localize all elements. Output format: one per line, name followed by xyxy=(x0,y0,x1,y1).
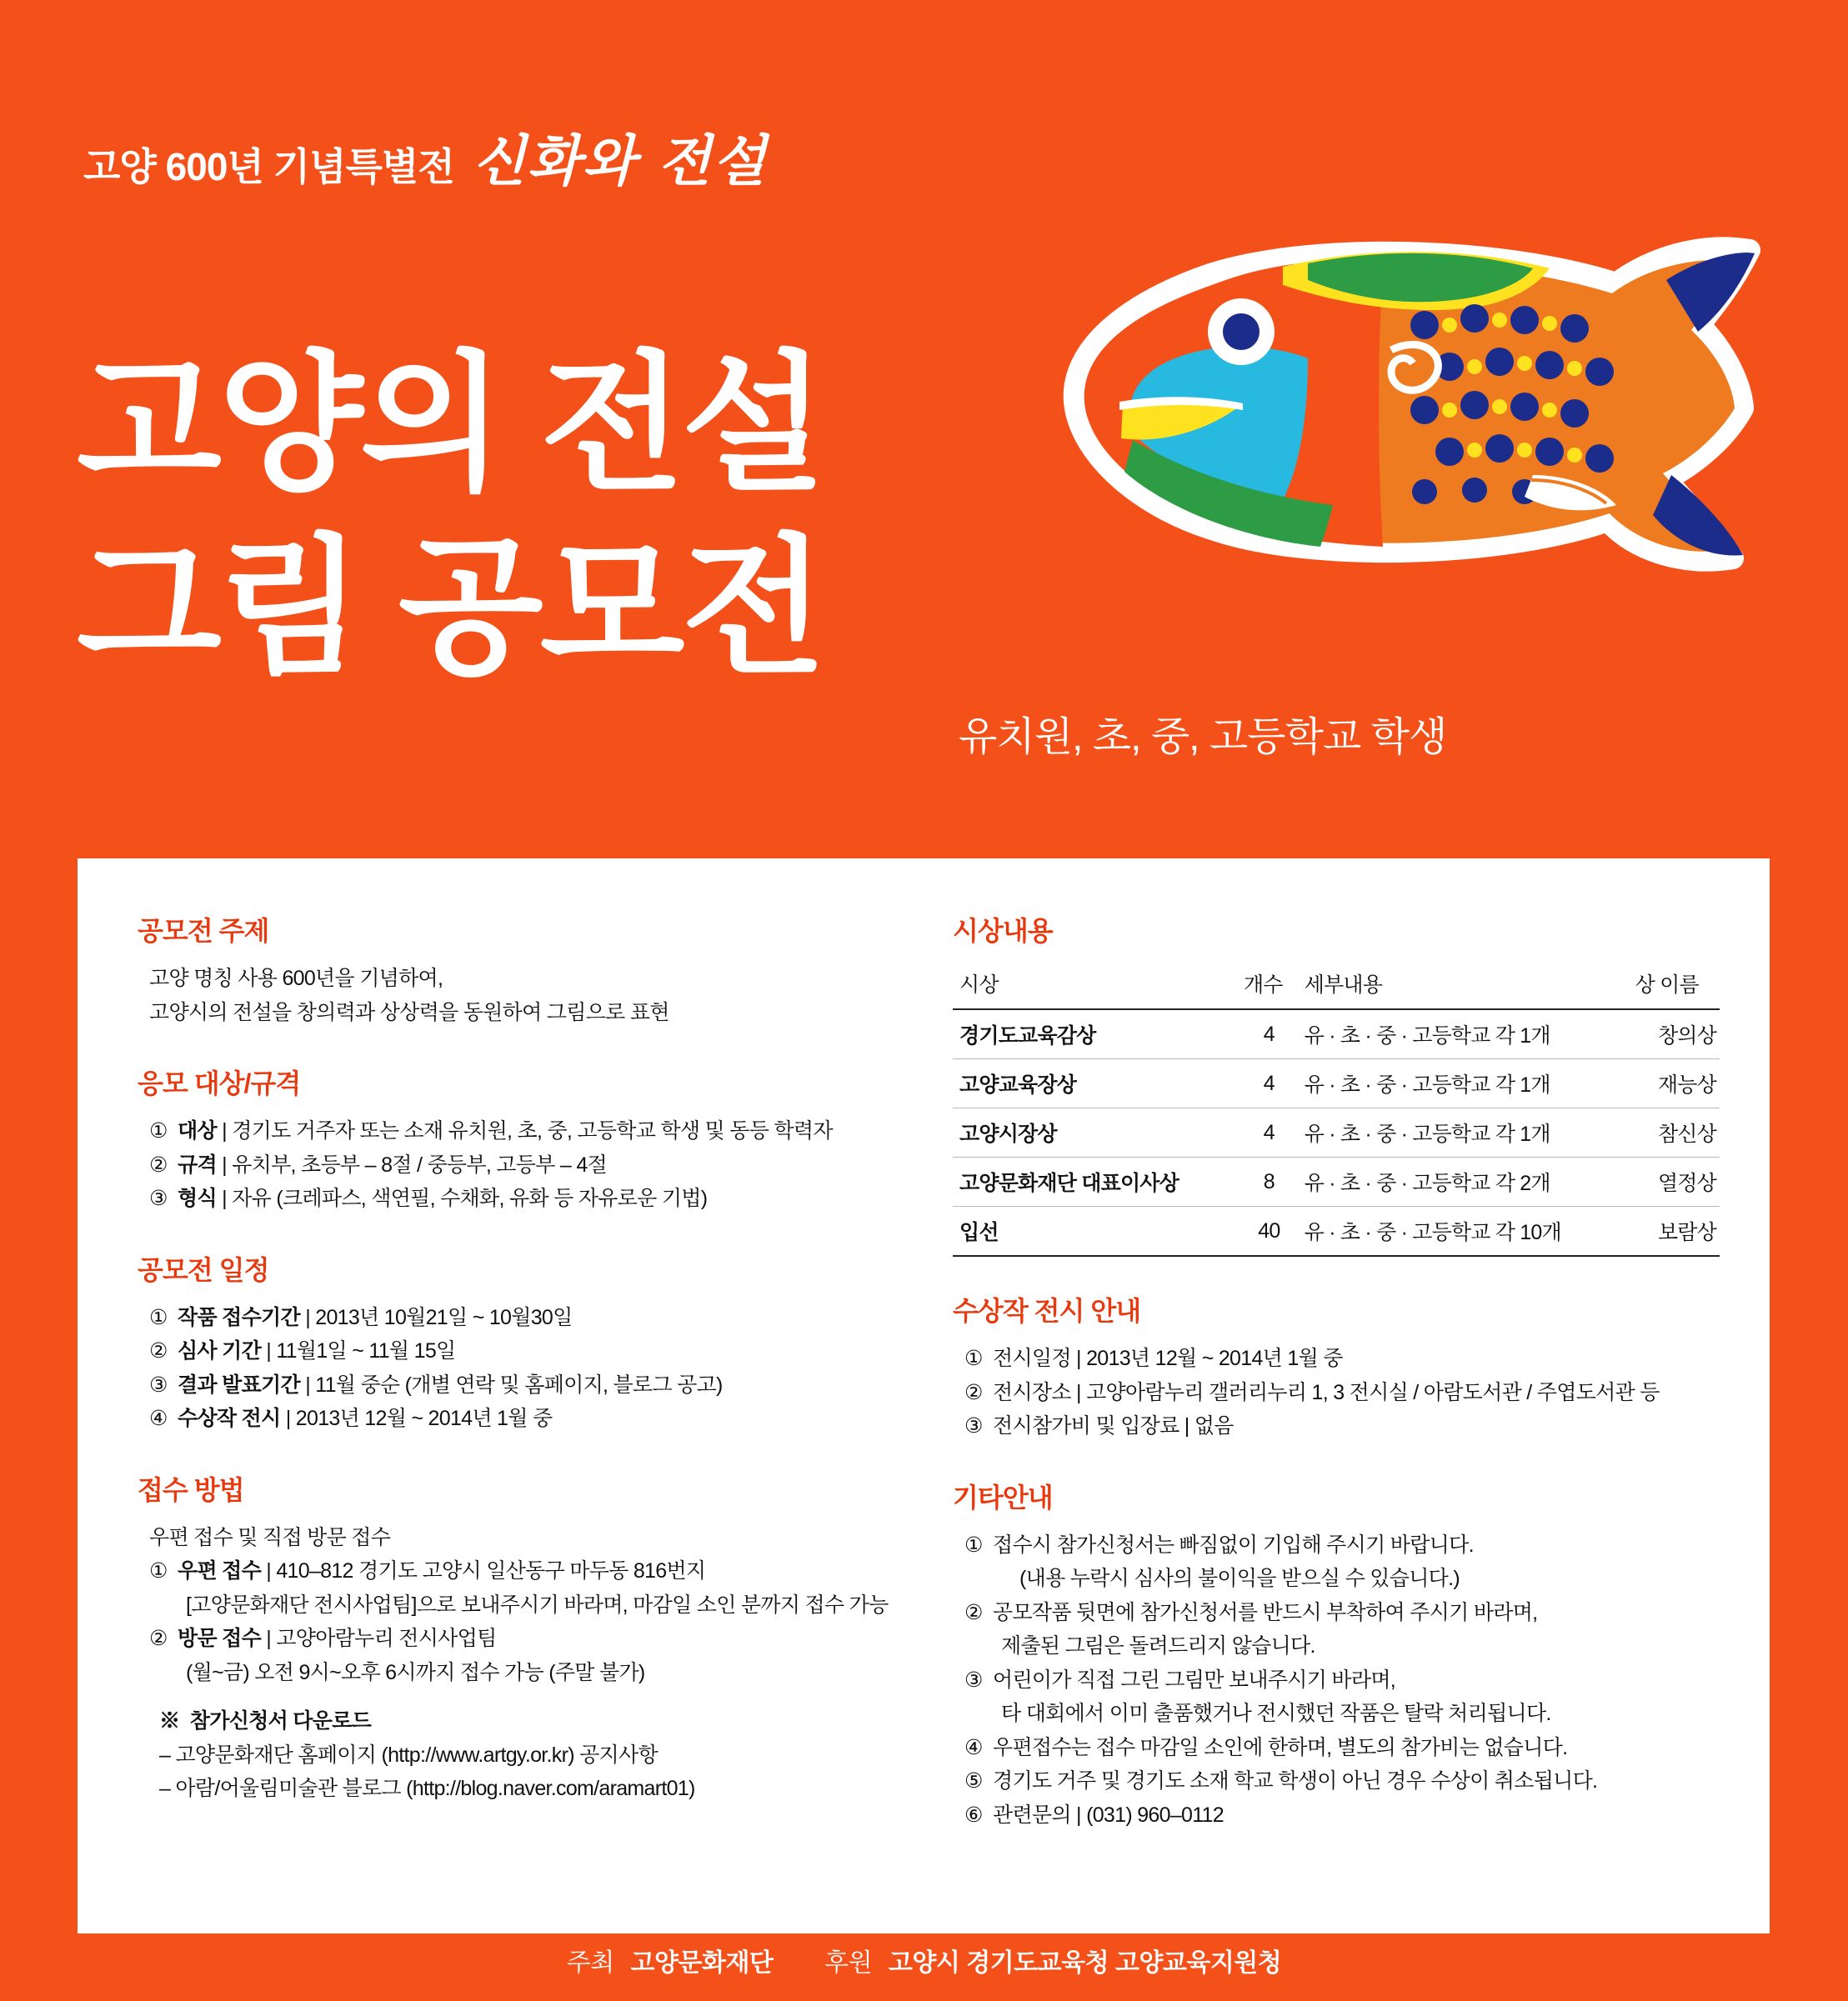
host-label: 주최 xyxy=(566,1949,614,1977)
section-exhibition-heading: 수상작 전시 안내 xyxy=(953,1296,1141,1326)
list-text: | 11월1일 ~ 11월 15일 xyxy=(261,1339,456,1363)
column-header-prize: 상 이름 xyxy=(1629,962,1720,1009)
award-prize: 재능상 xyxy=(1629,1059,1720,1108)
list-body xyxy=(993,1376,1720,1410)
list-item xyxy=(138,1334,904,1368)
list-number: ① xyxy=(149,1119,168,1143)
awards-table xyxy=(953,962,1720,1257)
section-awards-heading: 시상내용 xyxy=(953,916,1053,946)
panel-right-column xyxy=(938,910,1720,1900)
section-schedule xyxy=(138,1249,904,1436)
kicker-left-text: 고양 600년 기념특별전 xyxy=(83,145,454,188)
list-item xyxy=(138,1301,904,1335)
section-eligibility-heading: 응모 대상/규격 xyxy=(138,1068,301,1098)
page-title xyxy=(77,333,823,699)
section-how-to-apply xyxy=(138,1469,904,1806)
list-text: | 2013년 12월 ~ 2014년 1월 중 xyxy=(280,1407,553,1430)
list-number: ② xyxy=(149,1627,168,1650)
list-body xyxy=(178,1402,904,1436)
list-label: 규격 xyxy=(178,1153,217,1177)
list-text: 우편접수는 접수 마감일 소인에 한하며, 별도의 참가비는 없습니다. xyxy=(993,1735,1568,1759)
section-theme-heading: 공모전 주제 xyxy=(138,916,269,946)
page-title-line2: 그림 공모전 xyxy=(77,523,824,692)
list-body xyxy=(993,1342,1720,1376)
list-text: | 고양아람누리 전시사업팀 xyxy=(261,1627,497,1650)
list-item xyxy=(953,1596,1720,1630)
list-label: 방문 접수 xyxy=(178,1627,262,1650)
list-body xyxy=(178,1368,904,1403)
table-row xyxy=(953,1158,1720,1207)
list-item xyxy=(138,1182,904,1216)
list-label: 대상 xyxy=(178,1119,217,1143)
info-panel xyxy=(78,858,1770,1933)
list-body xyxy=(178,1334,904,1368)
kicker xyxy=(83,117,768,196)
list-text: | 자유 (크레파스, 색연필, 수채화, 유화 등 자유로운 기법) xyxy=(216,1187,708,1210)
list-text: 어린이가 직접 그린 그림만 보내주시기 바라며, xyxy=(993,1668,1396,1692)
list-item xyxy=(953,1528,1720,1563)
list-text: 공모작품 뒷면에 참가신청서를 반드시 부착하여 주시기 바라며, xyxy=(993,1600,1538,1624)
download-heading: ※ 참가신청서 다운로드 xyxy=(159,1709,372,1733)
apply-intro: 우편 접수 및 직접 방문 접수 xyxy=(149,1525,391,1549)
poster-header xyxy=(0,0,1848,850)
apply-mail-note: [고양문화재단 전시사업팀]으로 보내주시기 바라며, 마감일 소인 분까지 접수 가능 xyxy=(186,1593,889,1617)
list-item xyxy=(138,1622,904,1656)
list-number: ① xyxy=(964,1347,983,1370)
download-link-homepage[interactable]: – 고양문화재단 홈페이지 (http://www.artgy.or.kr) 공지사항 xyxy=(159,1743,658,1767)
list-body xyxy=(178,1554,904,1588)
list-text: 접수시 참가신청서는 빠짐없이 기입해 주시기 바랍니다. xyxy=(993,1533,1474,1557)
list-number: ② xyxy=(149,1153,168,1177)
list-number: ① xyxy=(149,1559,168,1583)
list-item xyxy=(138,1368,904,1403)
page-title-line1: 고양의 전설 xyxy=(77,341,824,508)
list-number: ① xyxy=(149,1305,168,1329)
list-body xyxy=(178,1114,904,1148)
kicker-right-text: 신화와 전설 xyxy=(472,128,768,193)
list-item xyxy=(953,1376,1720,1410)
list-label: 전시장소 xyxy=(993,1380,1071,1404)
list-number: ④ xyxy=(149,1407,168,1430)
list-number: ② xyxy=(964,1380,983,1404)
section-notes xyxy=(953,1477,1720,1833)
list-number: ⑤ xyxy=(964,1769,983,1793)
list-number: ② xyxy=(964,1600,983,1624)
award-detail: 유 · 초 · 중 · 고등학교 각 10개 xyxy=(1298,1207,1629,1257)
note-subline: 제출된 그림은 돌려드리지 않습니다. xyxy=(1001,1634,1315,1658)
list-number: ⑥ xyxy=(964,1803,983,1827)
section-awards xyxy=(953,910,1720,1257)
list-text: | 고양아람누리 갤러리누리 1, 3 전시실 / 아람도서관 / 주엽도서관 등 xyxy=(1070,1380,1660,1404)
list-label: 결과 발표기간 xyxy=(178,1373,300,1397)
list-text: | 없음 xyxy=(1179,1414,1234,1438)
list-item xyxy=(953,1798,1720,1833)
list-item xyxy=(138,1554,904,1588)
list-item xyxy=(138,1114,904,1148)
table-row xyxy=(953,1108,1720,1158)
list-body xyxy=(178,1301,904,1335)
list-label: 수상작 전시 xyxy=(178,1407,281,1430)
section-theme xyxy=(138,910,904,1029)
list-number: ③ xyxy=(149,1187,168,1210)
award-prize: 보람상 xyxy=(1629,1207,1720,1257)
table-row xyxy=(953,1009,1720,1059)
list-body xyxy=(993,1409,1720,1443)
list-label: 형식 xyxy=(178,1187,217,1210)
award-count: 40 xyxy=(1237,1207,1298,1257)
list-text: 관련문의 | (031) 960–0112 xyxy=(993,1803,1224,1827)
list-body xyxy=(178,1622,904,1656)
list-label: 작품 접수기간 xyxy=(178,1305,300,1329)
host-name: 고양문화재단 xyxy=(630,1949,774,1977)
list-number: ③ xyxy=(149,1373,168,1397)
award-count: 4 xyxy=(1237,1059,1298,1108)
list-text: | 11월 중순 (개별 연락 및 홈페이지, 블로그 공고) xyxy=(299,1373,723,1397)
download-link-blog[interactable]: – 아람/어울림미술관 블로그 (http://blog.naver.com/aramart01) xyxy=(159,1777,695,1800)
list-item xyxy=(953,1663,1720,1698)
list-text: 경기도 거주 및 경기도 소재 학교 학생이 아닌 경우 수상이 취소됩니다. xyxy=(993,1769,1598,1793)
award-prize: 창의상 xyxy=(1629,1009,1720,1059)
list-number: ② xyxy=(149,1339,168,1363)
list-item xyxy=(953,1409,1720,1443)
award-count: 8 xyxy=(1237,1158,1298,1207)
section-notes-heading: 기타안내 xyxy=(953,1482,1053,1513)
audience-label: 유치원, 초, 중, 고등학교 학생 xyxy=(959,715,1447,759)
list-number: ① xyxy=(964,1533,983,1557)
award-name: 고양문화재단 대표이사상 xyxy=(953,1158,1237,1207)
list-label: 전시일정 xyxy=(993,1347,1071,1370)
list-text: | 2013년 12월 ~ 2014년 1월 중 xyxy=(1070,1347,1343,1370)
list-item xyxy=(138,1402,904,1436)
list-text: | 410–812 경기도 고양시 일산동구 마두동 816번지 xyxy=(261,1559,706,1583)
award-detail: 유 · 초 · 중 · 고등학교 각 1개 xyxy=(1298,1108,1629,1158)
list-body xyxy=(178,1182,904,1216)
column-header-count: 개수 xyxy=(1237,962,1298,1009)
note-subline: 타 대회에서 이미 출품했거나 전시했던 작품은 탈락 처리됩니다. xyxy=(1001,1702,1551,1725)
section-schedule-heading: 공모전 일정 xyxy=(138,1254,269,1285)
apply-visit-note: (월~금) 오전 9시~오후 6시까지 접수 가능 (주말 불가) xyxy=(186,1660,645,1684)
column-header-detail: 세부내용 xyxy=(1298,962,1629,1009)
note-subline: (내용 누락시 심사의 불이익을 받으실 수 있습니다.) xyxy=(1019,1567,1460,1590)
column-header-award: 시상 xyxy=(953,962,1237,1009)
list-item xyxy=(138,1148,904,1183)
award-count: 4 xyxy=(1237,1009,1298,1059)
list-text: | 경기도 거주자 또는 소재 유치원, 초, 중, 고등학교 학생 및 동등 학력자 xyxy=(216,1119,833,1143)
award-prize: 열정상 xyxy=(1629,1158,1720,1207)
award-name: 고양교육장상 xyxy=(953,1059,1237,1108)
award-name: 경기도교육감상 xyxy=(953,1009,1237,1059)
supporter-names: 고양시 경기도교육청 고양교육지원청 xyxy=(888,1949,1282,1977)
award-name: 입선 xyxy=(953,1207,1237,1257)
fish-illustration xyxy=(1033,225,1783,575)
list-item xyxy=(953,1342,1720,1376)
list-text: | 유치부, 초등부 – 8절 / 중등부, 고등부 – 4절 xyxy=(216,1153,608,1177)
section-exhibition xyxy=(953,1290,1720,1443)
table-header-row xyxy=(953,962,1720,1009)
table-row xyxy=(953,1207,1720,1257)
award-detail: 유 · 초 · 중 · 고등학교 각 2개 xyxy=(1298,1158,1629,1207)
section-how-to-apply-heading: 접수 방법 xyxy=(138,1474,244,1505)
list-item xyxy=(953,1731,1720,1765)
panel-left-column xyxy=(128,910,904,1900)
theme-line-2: 고양시의 전설을 창의력과 상상력을 동원하여 그림으로 표현 xyxy=(149,1000,669,1024)
list-body xyxy=(178,1148,904,1183)
list-number: ④ xyxy=(964,1735,983,1759)
section-eligibility xyxy=(138,1063,904,1216)
theme-line-1: 고양 명칭 사용 600년을 기념하여, xyxy=(149,967,443,990)
list-item xyxy=(953,1764,1720,1798)
table-row xyxy=(953,1059,1720,1108)
award-count: 4 xyxy=(1237,1108,1298,1158)
support-label: 후원 xyxy=(824,1949,873,1977)
list-label: 심사 기간 xyxy=(178,1339,262,1363)
list-number: ③ xyxy=(964,1414,983,1438)
list-text: | 2013년 10월21일 ~ 10월30일 xyxy=(299,1305,573,1329)
award-name: 고양시장상 xyxy=(953,1108,1237,1158)
award-detail: 유 · 초 · 중 · 고등학교 각 1개 xyxy=(1298,1059,1629,1108)
award-prize: 참신상 xyxy=(1629,1108,1720,1158)
list-label: 전시참가비 및 입장료 xyxy=(993,1414,1179,1438)
list-label: 우편 접수 xyxy=(178,1559,262,1583)
poster-footer xyxy=(0,1942,1848,1978)
award-detail: 유 · 초 · 중 · 고등학교 각 1개 xyxy=(1298,1009,1629,1059)
list-number: ③ xyxy=(964,1668,983,1692)
